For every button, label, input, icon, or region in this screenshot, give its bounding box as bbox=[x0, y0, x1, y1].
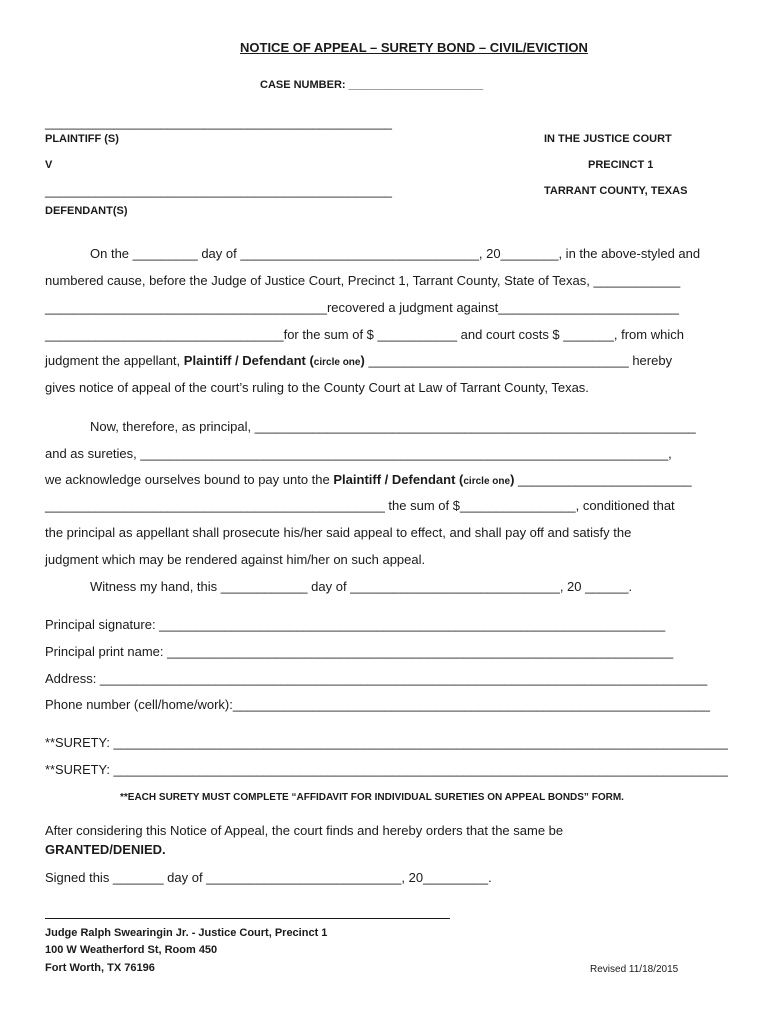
court-street: 100 W Weatherford St, Room 450 bbox=[45, 944, 218, 956]
surety-field-1[interactable]: **SURETY: ______________________________________________________________________________________ bbox=[45, 735, 728, 750]
para2-line5: the principal as appellant shall prosecute his/her said appeal to effect, and shall pay off and satisfy the bbox=[45, 525, 632, 540]
para2-line3: we acknowledge ourselves bound to pay unto the Plaintiff / Defendant (circle one) ________________________ bbox=[45, 472, 692, 487]
para2-line2: and as sureties, _________________________________________________________________________, bbox=[45, 446, 672, 461]
precinct-label: PRECINCT 1 bbox=[588, 159, 654, 171]
para1-line5: judgment the appellant, Plaintiff / Defendant (circle one) ____________________________________ hereby bbox=[45, 353, 673, 368]
principal-signature-field[interactable]: Principal signature: ______________________________________________________________________ bbox=[45, 617, 666, 632]
para1-line6: gives notice of appeal of the court’s ruling to the County Court at Law of Tarrant County, Texas. bbox=[45, 380, 589, 395]
plaintiff-label: PLAINTIFF (S) bbox=[45, 133, 119, 145]
plaintiff-line[interactable]: ________________________________________________ bbox=[45, 115, 393, 130]
phone-number-field[interactable]: Phone number (cell/home/work):__________________________________________________________________ bbox=[45, 697, 711, 712]
judge-name: Judge Ralph Swearingin Jr. - Justice Court, Precinct 1 bbox=[45, 927, 328, 939]
county-label: TARRANT COUNTY, TEXAS bbox=[544, 185, 688, 197]
defendant-label: DEFENDANT(S) bbox=[45, 205, 128, 217]
para2-line1: Now, therefore, as principal, _____________________________________________________________ bbox=[90, 419, 696, 434]
granted-denied-label: GRANTED/DENIED. bbox=[45, 842, 166, 857]
para2-line4: _______________________________________________ the sum of $________________, conditioned that bbox=[45, 498, 675, 513]
signed-line: Signed this _______ day of ___________________________, 20_________. bbox=[45, 870, 492, 885]
case-number-field[interactable]: CASE NUMBER: ______________________ bbox=[260, 79, 484, 91]
para2-line6: judgment which may be rendered against him/her on such appeal. bbox=[45, 552, 426, 567]
circle-one-note: circle one bbox=[313, 357, 361, 368]
court-city: Fort Worth, TX 76196 bbox=[45, 962, 155, 974]
page-title: NOTICE OF APPEAL – SURETY BOND – CIVIL/EVICTION bbox=[240, 40, 588, 55]
para1-line3: _______________________________________recovered a judgment against_________________________ bbox=[45, 300, 679, 315]
para1-line1: On the _________ day of _________________________________, 20________, in the above-styled and bbox=[90, 246, 701, 261]
witness-line: Witness my hand, this ____________ day of _____________________________, 20 ______. bbox=[90, 579, 633, 594]
circle-one-note-2: circle one bbox=[463, 476, 511, 487]
defendant-line[interactable]: ________________________________________________ bbox=[45, 183, 393, 198]
order-text: After considering this Notice of Appeal, the court finds and hereby orders that the same be bbox=[45, 823, 564, 838]
surety-field-2[interactable]: **SURETY: ______________________________________________________________________________________ bbox=[45, 762, 728, 777]
para1-line2: numbered cause, before the Judge of Justice Court, Precinct 1, Tarrant County, State of Texas, ____________ bbox=[45, 273, 681, 288]
para1-line4: _________________________________for the sum of $ ___________ and court costs $ _______, from which bbox=[45, 327, 684, 342]
principal-print-name-field[interactable]: Principal print name: ______________________________________________________________________ bbox=[45, 644, 674, 659]
court-name: IN THE JUSTICE COURT bbox=[544, 133, 672, 145]
revised-date: Revised 11/18/2015 bbox=[590, 964, 679, 975]
judge-signature-line[interactable] bbox=[45, 918, 450, 919]
surety-note: **EACH SURETY MUST COMPLETE “AFFIDAVIT FOR INDIVIDUAL SURETIES ON APPEAL BONDS” FORM. bbox=[120, 792, 624, 803]
address-field[interactable]: Address: ____________________________________________________________________________________ bbox=[45, 671, 708, 686]
versus-label: V bbox=[45, 159, 53, 171]
